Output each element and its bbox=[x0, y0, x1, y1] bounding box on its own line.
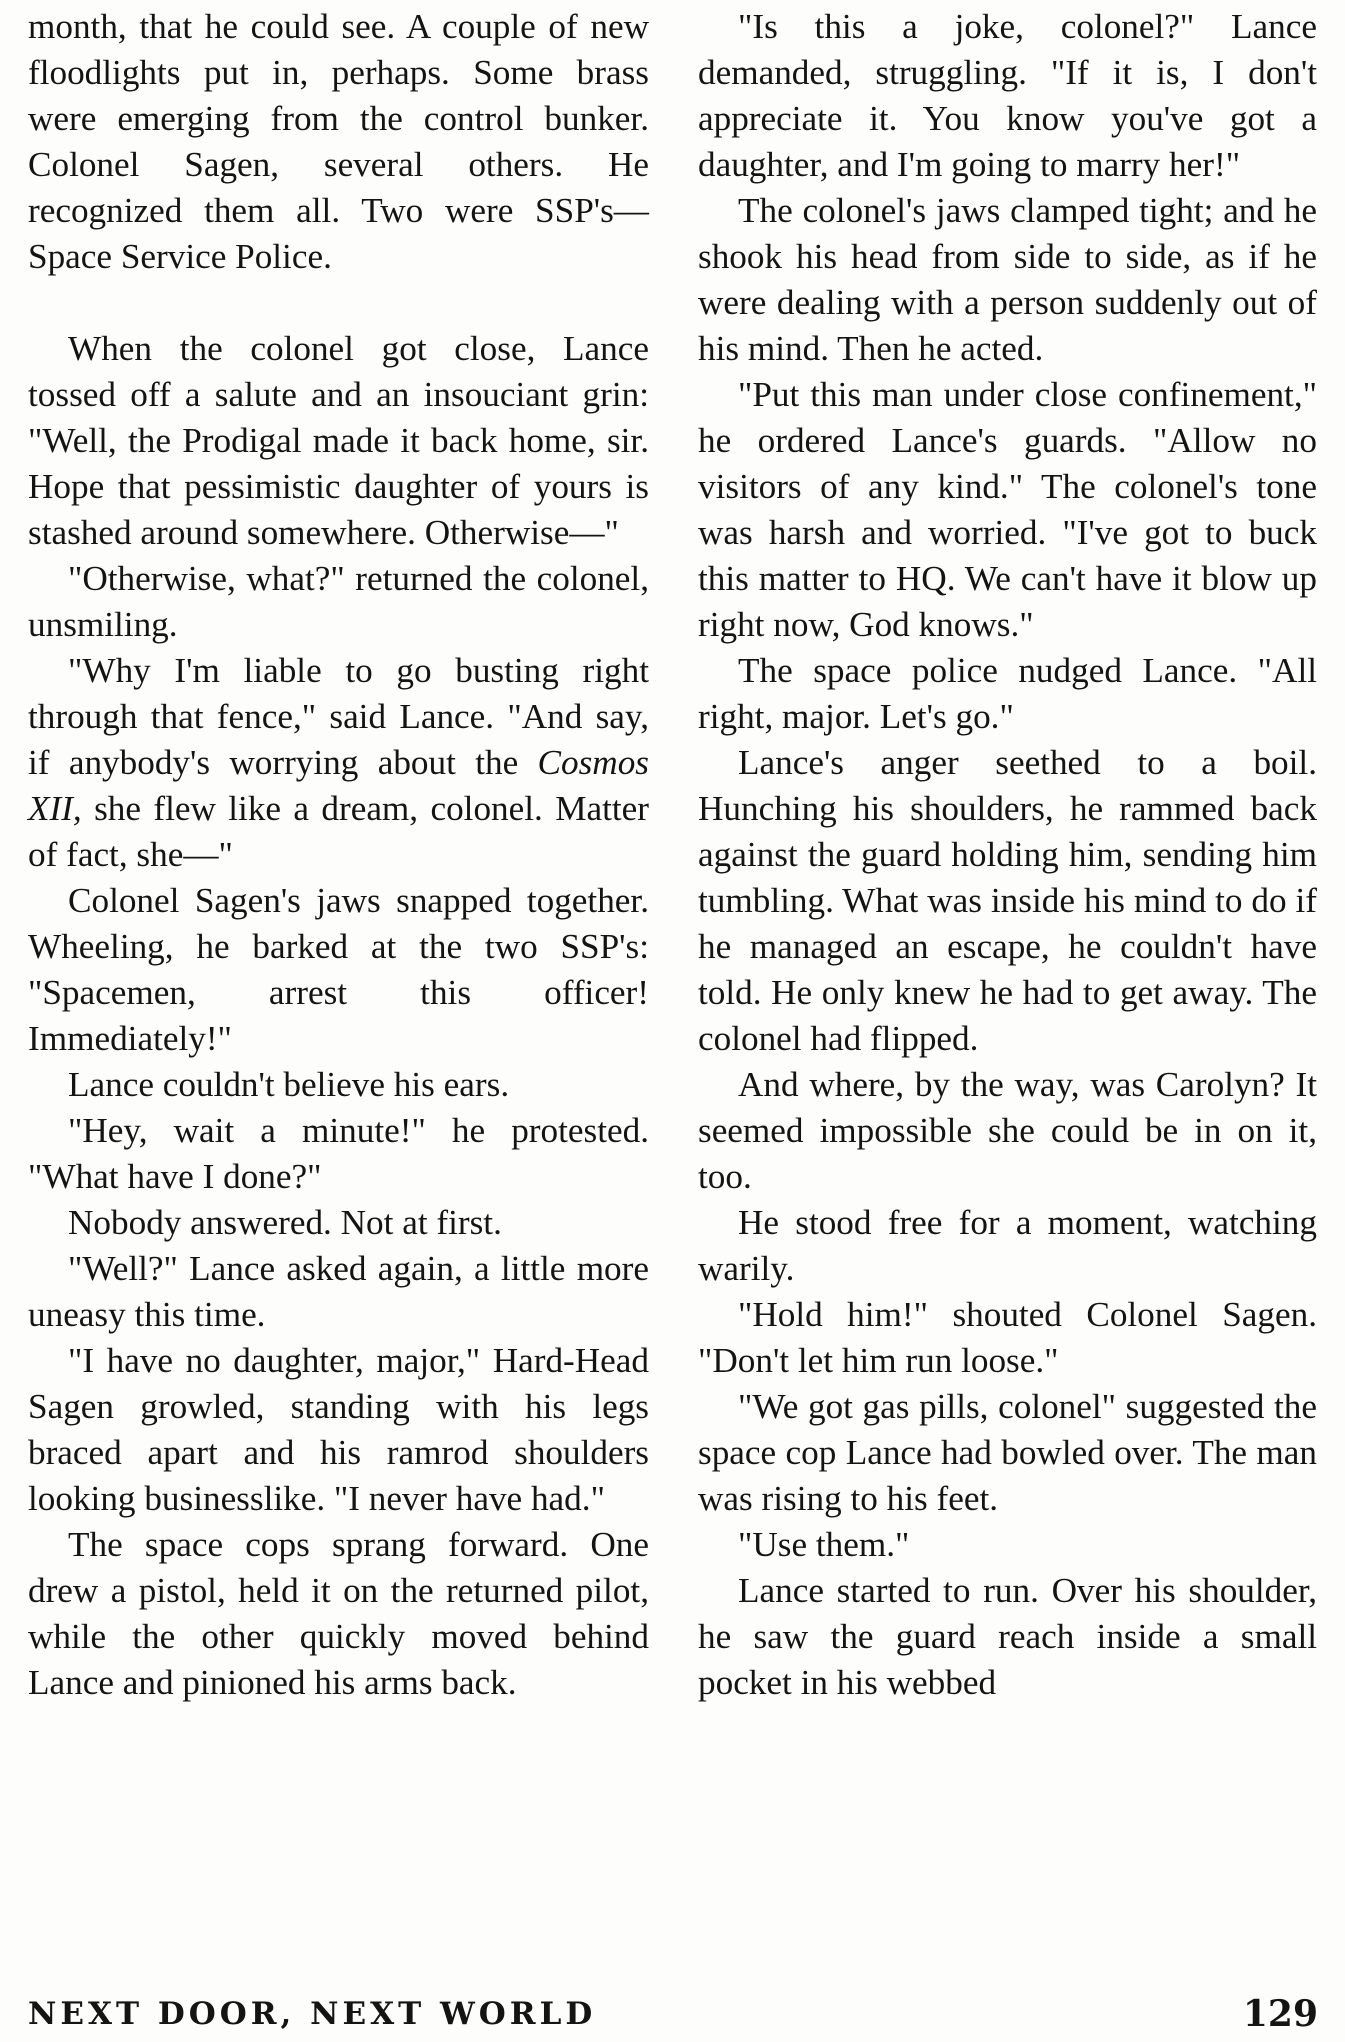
ship-name-italic: Cosmos XII, bbox=[28, 743, 649, 828]
paragraph: "Well?" Lance asked again, a little more uneasy this time. bbox=[28, 1249, 649, 1334]
running-title: NEXT DOOR, NEXT WORLD bbox=[28, 1996, 597, 2032]
paragraph: "Hey, wait a minute!" he protested. "What have I done?" bbox=[28, 1111, 649, 1196]
left-column bbox=[28, 4, 649, 1706]
paragraph: The colonel's jaws clamped tight; and he shook his head from side to side, as if he were dealing with a person suddenly out of his mind. Then he acted. bbox=[698, 191, 1317, 368]
paragraph-text: she flew like a dream, colonel. Matter of fact, she—" bbox=[28, 789, 649, 874]
paragraph: "Put this man under close confinement," he ordered Lance's guards. "Allow no visitors of any kind." The colonel's tone was harsh and worried. "I've got to buck this matter to HQ. We can't have it blow up right now, God knows." bbox=[698, 375, 1317, 644]
paragraph: When the colonel got close, Lance tossed off a salute and an insouciant grin: "Well, the Prodigal made it back home, sir. Hope that pessimistic daughter of yours is stashed around somewhere. Otherwise—" bbox=[28, 329, 649, 552]
paragraph: Nobody answered. Not at first. bbox=[68, 1203, 502, 1242]
page-footer bbox=[28, 1990, 1318, 2038]
paragraph: And where, by the way, was Carolyn? It seemed impossible she could be in on it, too. bbox=[698, 1065, 1317, 1196]
paragraph: The space cops sprang forward. One drew a pistol, held it on the returned pilot, while the other quickly moved behind Lance and pinioned his arms back. bbox=[28, 1525, 649, 1702]
paragraph: "Is this a joke, colonel?" Lance demanded, struggling. "If it is, I don't appreciate it. You know you've got a daughter, and I'm going to marry her!" bbox=[698, 7, 1317, 184]
paragraph: month, that he could see. A couple of new floodlights put in, perhaps. Some brass were emerging from the control bunker. Colonel Sagen, several others. He recognized them all. Two were SSP's—Space Service Police. bbox=[28, 7, 649, 276]
paragraph: "Hold him!" shouted Colonel Sagen. "Don't let him run loose." bbox=[698, 1295, 1317, 1380]
paragraph: "We got gas pills, colonel" suggested the space cop Lance had bowled over. The man was rising to his feet. bbox=[698, 1387, 1317, 1518]
paragraph: "Use them." bbox=[738, 1525, 910, 1564]
right-column bbox=[698, 4, 1317, 1706]
paragraph-text: "Why I'm liable to go busting right through that fence," said Lance. "And say, if anybody's worrying about the bbox=[28, 651, 649, 782]
page-number: 129 bbox=[1242, 1993, 1318, 2035]
paragraph: "Otherwise, what?" returned the colonel, unsmiling. bbox=[28, 559, 649, 644]
paragraph: The space police nudged Lance. "All right, major. Let's go." bbox=[698, 651, 1317, 736]
paragraph: Lance started to run. Over his shoulder, he saw the guard reach inside a small pocket in his webbed bbox=[698, 1571, 1317, 1702]
paragraph: Colonel Sagen's jaws snapped together. Wheeling, he barked at the two SSP's: "Spacemen, arrest this officer! Immediately!" bbox=[28, 881, 649, 1058]
paragraph: "I have no daughter, major," Hard-Head Sagen growled, standing with his legs braced apart and his ramrod shoulders looking businesslike. "I never have had." bbox=[28, 1341, 649, 1518]
paragraph: Lance couldn't believe his ears. bbox=[68, 1065, 510, 1104]
paragraph: He stood free for a moment, watching warily. bbox=[698, 1203, 1317, 1288]
paragraph: Lance's anger seethed to a boil. Hunching his shoulders, he rammed back against the guard holding him, sending him tumbling. What was inside his mind to do if he managed an escape, he couldn't have told. He only knew he had to get away. The colonel had flipped. bbox=[698, 743, 1317, 1058]
paragraph bbox=[28, 648, 649, 878]
